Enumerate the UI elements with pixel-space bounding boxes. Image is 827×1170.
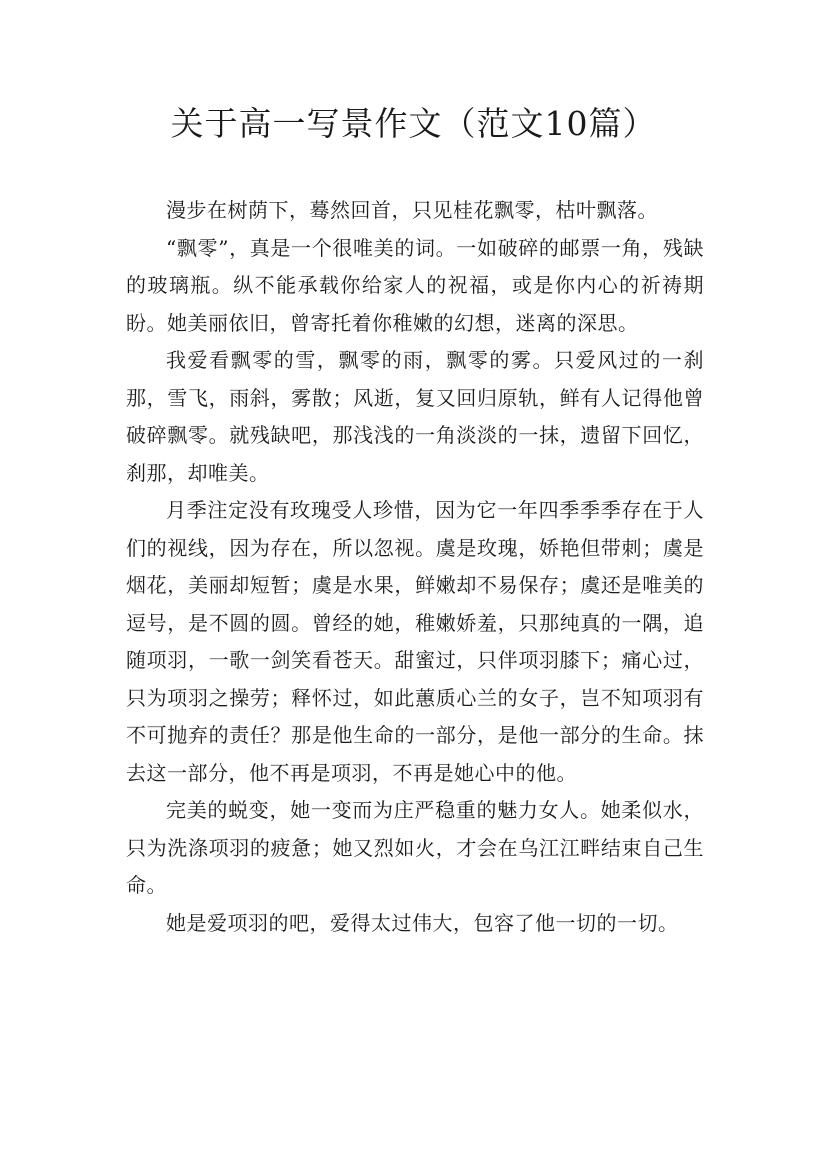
document-body — [126, 192, 704, 942]
paragraph-4: 月季注定没有玫瑰受人珍惜，因为它一年四季季季存在于人们的视线，因为存在，所以忽视。虞是玫瑰，娇艳但带刺；虞是烟花，美丽却短暂；虞是水果，鲜嫩却不易保存；虞还是唯美的逗号，是不圆的圆。曾经的她，稚嫩娇羞，只那纯真的一隅，追随项羽，一歌一剑笑看苍天。甜蜜过，只伴项羽膝下；痛心过，只为项羽之操劳；释怀过，如此蕙质心兰的女子，岂不知项羽有不可抛弃的责任？那是他生命的一部分，是他一部分的生命。抹去这一部分，他不再是项羽，不再是她心中的他。 — [126, 498, 704, 785]
paragraph-1: 漫步在树荫下，蓦然回首，只见桂花飘零，枯叶飘落。 — [166, 198, 658, 222]
paragraph-5: 完美的蜕变，她一变而为庄严稳重的魅力女人。她柔似水，只为洗涤项羽的疲惫；她又烈如火，才会在乌江江畔结束自己生命。 — [126, 798, 704, 897]
paragraph-6: 她是爱项羽的吧，爱得太过伟大，包容了他一切的一切。 — [166, 910, 679, 935]
document-title: 关于高一写景作文（范文10篇） — [170, 104, 657, 143]
paragraph-3: 我爱看飘零的雪，飘零的雨，飘零的雾。只爱风过的一刹那，雪飞，雨斜，雾散；风逝，复又回归原轨，鲜有人记得他曾破碎飘零。就残缺吧，那浅浅的一角淡淡的一抹，遗留下回忆，刹那，却唯美。 — [126, 348, 704, 485]
paragraph-2: “飘零”，真是一个很唯美的词。一如破碎的邮票一角，残缺的玻璃瓶。纵不能承载你给家人的祝福，或是你内心的祈祷期盼。她美丽依旧，曾寄托着你稚嫩的幻想，迷离的深思。 — [126, 235, 704, 335]
